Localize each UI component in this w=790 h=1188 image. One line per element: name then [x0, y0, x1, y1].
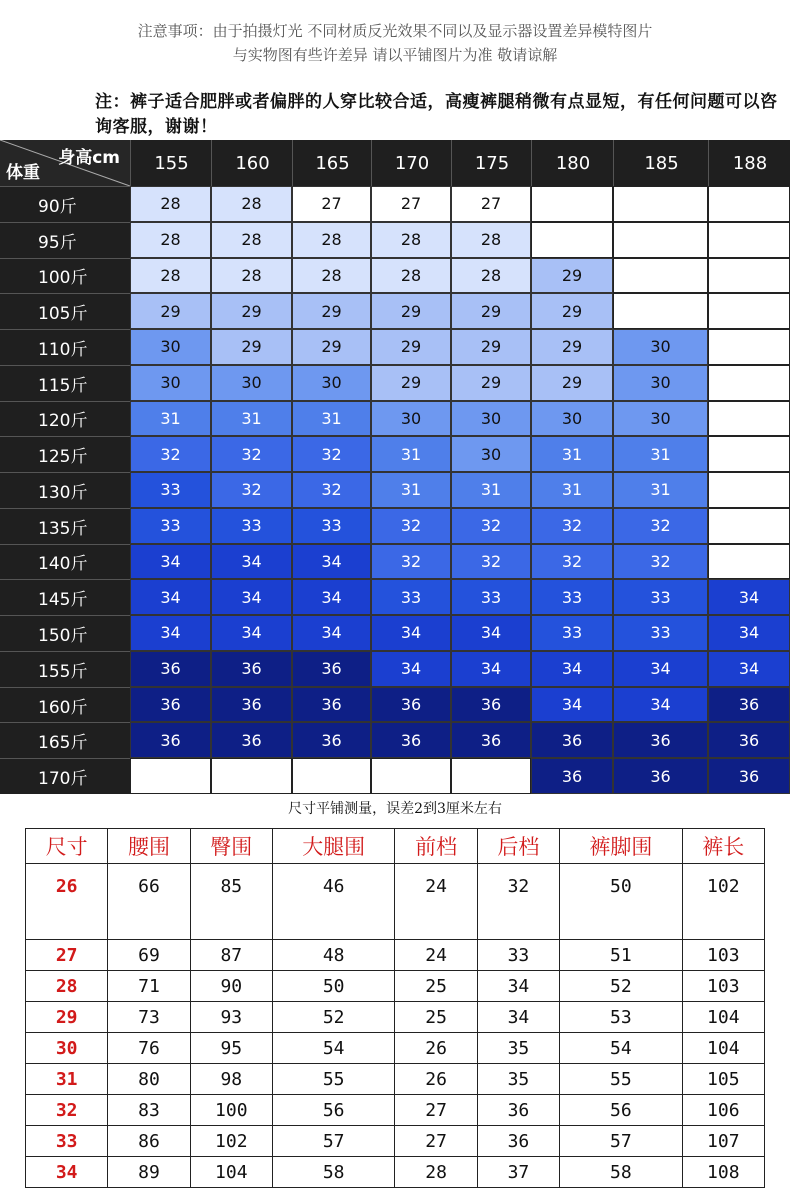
size-cell: [371, 758, 451, 794]
measure-value: 36: [477, 1095, 559, 1126]
measure-value: 89: [108, 1157, 190, 1188]
size-cell: 36: [211, 722, 292, 758]
size-cell: 29: [531, 329, 613, 365]
measure-row: [26, 1157, 765, 1188]
size-cell: 28: [371, 258, 451, 294]
size-cell: 36: [130, 651, 211, 687]
weight-label-95斤: 95斤: [0, 222, 130, 258]
size-cell: [708, 472, 790, 508]
size-value: 27: [26, 940, 108, 971]
size-cell: 32: [292, 472, 371, 508]
measure-row: [26, 864, 765, 940]
measure-value: 93: [190, 1002, 272, 1033]
size-value: 26: [26, 864, 108, 940]
size-cell: 27: [292, 186, 371, 222]
measure-value: 36: [477, 1126, 559, 1157]
measure-value: 52: [560, 971, 683, 1002]
measure-value: 90: [190, 971, 272, 1002]
size-cell: 31: [613, 472, 708, 508]
size-cell: 28: [130, 258, 211, 294]
size-cell: [451, 758, 531, 794]
size-cell: [613, 186, 708, 222]
measure-value: 102: [190, 1126, 272, 1157]
size-cell: 28: [292, 222, 371, 258]
size-cell: [613, 222, 708, 258]
size-cell: 29: [531, 293, 613, 329]
measure-header-cell: 腰围: [108, 829, 190, 864]
size-cell: 32: [451, 508, 531, 544]
size-cell: 36: [130, 687, 211, 723]
size-cell: 36: [292, 722, 371, 758]
weight-label-100斤: 100斤: [0, 258, 130, 294]
size-cell: 28: [130, 222, 211, 258]
height-header-188: 188: [708, 140, 790, 186]
size-cell: 33: [371, 579, 451, 615]
measure-value: 102: [682, 864, 764, 940]
size-cell: 31: [531, 472, 613, 508]
size-cell: [708, 186, 790, 222]
measure-value: 58: [272, 1157, 395, 1188]
measure-value: 105: [682, 1064, 764, 1095]
measure-value: 80: [108, 1064, 190, 1095]
size-cell: 34: [708, 615, 790, 651]
measure-value: 73: [108, 1002, 190, 1033]
measure-value: 24: [395, 864, 477, 940]
size-value: 34: [26, 1157, 108, 1188]
size-cell: 34: [613, 651, 708, 687]
size-cell: 36: [708, 687, 790, 723]
size-cell: 33: [531, 615, 613, 651]
size-cell: 34: [130, 579, 211, 615]
size-cell: [531, 222, 613, 258]
weight-label-150斤: 150斤: [0, 615, 130, 651]
height-header-185: 185: [613, 140, 709, 186]
size-cell: 34: [130, 544, 211, 580]
size-value: 31: [26, 1064, 108, 1095]
measure-row: [26, 1064, 765, 1095]
size-cell: 34: [531, 687, 613, 723]
measure-value: 54: [560, 1033, 683, 1064]
weight-label-125斤: 125斤: [0, 436, 130, 472]
measure-value: 87: [190, 940, 272, 971]
measurement-table: [25, 828, 765, 1188]
notice-line-2: 与实物图有些许差异 请以平铺图片为准 敬请谅解: [232, 46, 558, 64]
size-cell: [708, 329, 790, 365]
measure-value: 103: [682, 971, 764, 1002]
size-cell: 32: [292, 436, 371, 472]
measure-value: 37: [477, 1157, 559, 1188]
size-cell: 36: [708, 758, 790, 794]
measure-value: 48: [272, 940, 395, 971]
height-header-175: 175: [451, 140, 532, 186]
measure-value: 54: [272, 1033, 395, 1064]
size-cell: 36: [708, 722, 790, 758]
size-cell: 36: [211, 651, 292, 687]
measure-value: 25: [395, 971, 477, 1002]
measure-value: 106: [682, 1095, 764, 1126]
size-cell: 28: [371, 222, 451, 258]
weight-label-170斤: 170斤: [0, 758, 130, 794]
size-cell: 34: [451, 615, 531, 651]
size-cell: 33: [130, 472, 211, 508]
measure-value: 100: [190, 1095, 272, 1126]
size-cell: 34: [708, 579, 790, 615]
height-header-160: 160: [211, 140, 293, 186]
size-cell: 32: [130, 436, 211, 472]
measure-value: 55: [272, 1064, 395, 1095]
size-cell: 29: [451, 293, 531, 329]
size-cell: 36: [531, 722, 613, 758]
size-cell: 30: [292, 365, 371, 401]
weight-label-105斤: 105斤: [0, 293, 130, 329]
size-cell: [130, 758, 211, 794]
measure-value: 58: [560, 1157, 683, 1188]
measure-row: [26, 971, 765, 1002]
size-cell: 31: [130, 401, 211, 437]
size-cell: 36: [211, 687, 292, 723]
size-cell: 30: [451, 436, 531, 472]
measure-value: 34: [477, 1002, 559, 1033]
measure-value: 104: [190, 1157, 272, 1188]
measure-value: 51: [560, 940, 683, 971]
size-cell: [708, 293, 790, 329]
size-cell: 34: [211, 544, 292, 580]
size-value: 29: [26, 1002, 108, 1033]
size-cell: 36: [371, 722, 451, 758]
size-cell: 32: [613, 544, 708, 580]
weight-axis-label: 体重: [6, 163, 40, 183]
measure-value: 104: [682, 1002, 764, 1033]
weight-label-115斤: 115斤: [0, 365, 130, 401]
size-cell: 32: [211, 436, 292, 472]
size-cell: 33: [211, 508, 292, 544]
size-cell: 29: [371, 365, 451, 401]
size-value: 30: [26, 1033, 108, 1064]
size-cell: 31: [531, 436, 613, 472]
size-cell: 32: [211, 472, 292, 508]
measure-value: 26: [395, 1033, 477, 1064]
size-cell: 33: [292, 508, 371, 544]
size-cell: 30: [613, 365, 708, 401]
measure-value: 85: [190, 864, 272, 940]
size-cell: [613, 293, 708, 329]
size-cell: 30: [531, 401, 613, 437]
size-cell: 32: [371, 544, 451, 580]
size-cell: 34: [292, 579, 371, 615]
size-cell: 31: [211, 401, 292, 437]
size-cell: 31: [613, 436, 708, 472]
size-cell: [531, 186, 613, 222]
size-cell: 28: [211, 186, 292, 222]
measure-value: 66: [108, 864, 190, 940]
notice-line-1: 注意事项：由于拍摄灯光 不同材质反光效果不同以及显示器设置差异模特图片: [137, 22, 653, 40]
measure-value: 56: [560, 1095, 683, 1126]
size-cell: 29: [130, 293, 211, 329]
size-value: 32: [26, 1095, 108, 1126]
measure-value: 104: [682, 1033, 764, 1064]
measure-value: 57: [272, 1126, 395, 1157]
size-cell: 34: [130, 615, 211, 651]
size-cell: 34: [371, 651, 451, 687]
size-cell: 36: [451, 722, 531, 758]
size-cell: 33: [451, 579, 531, 615]
size-cell: 30: [130, 329, 211, 365]
size-cell: 34: [292, 544, 371, 580]
size-cell: 36: [451, 687, 531, 723]
measure-value: 26: [395, 1064, 477, 1095]
size-cell: 29: [292, 293, 371, 329]
measure-value: 56: [272, 1095, 395, 1126]
size-cell: 28: [292, 258, 371, 294]
weight-label-140斤: 140斤: [0, 544, 130, 580]
size-cell: [708, 508, 790, 544]
size-cell: 28: [211, 258, 292, 294]
measure-row: [26, 1002, 765, 1033]
size-cell: 31: [371, 436, 451, 472]
measure-header-cell: 臀围: [190, 829, 272, 864]
weight-label-145斤: 145斤: [0, 579, 130, 615]
size-cell: 29: [211, 329, 292, 365]
measure-value: 71: [108, 971, 190, 1002]
measure-value: 33: [477, 940, 559, 971]
measure-value: 53: [560, 1002, 683, 1033]
size-cell: 30: [613, 401, 708, 437]
size-cell: 33: [531, 579, 613, 615]
measure-value: 107: [682, 1126, 764, 1157]
size-cell: 30: [451, 401, 531, 437]
measure-header-cell: 裤脚围: [560, 829, 683, 864]
size-value: 28: [26, 971, 108, 1002]
weight-label-120斤: 120斤: [0, 401, 130, 437]
size-cell: 34: [451, 651, 531, 687]
height-axis-label: 身高cm: [58, 148, 120, 168]
size-value: 33: [26, 1126, 108, 1157]
size-cell: 34: [613, 687, 708, 723]
size-cell: 27: [371, 186, 451, 222]
measure-title: 尺寸平铺测量，误差2到3厘米左右: [288, 801, 502, 817]
size-cell: 32: [531, 508, 613, 544]
height-header-170: 170: [371, 140, 452, 186]
height-header-165: 165: [292, 140, 372, 186]
size-cell: [292, 758, 371, 794]
size-cell: [708, 544, 790, 580]
size-cell: 29: [371, 329, 451, 365]
size-cell: 29: [531, 365, 613, 401]
size-cell: [708, 401, 790, 437]
size-cell: 34: [371, 615, 451, 651]
size-cell: 32: [371, 508, 451, 544]
size-cell: 29: [371, 293, 451, 329]
measure-value: 76: [108, 1033, 190, 1064]
measure-value: 35: [477, 1064, 559, 1095]
size-cell: 30: [371, 401, 451, 437]
measure-header-cell: 后档: [477, 829, 559, 864]
notice-section: [0, 0, 790, 138]
measure-value: 27: [395, 1095, 477, 1126]
size-cell: 34: [211, 615, 292, 651]
size-cell: 34: [211, 579, 292, 615]
size-cell: 36: [292, 687, 371, 723]
size-cell: 27: [451, 186, 531, 222]
weight-label-90斤: 90斤: [0, 186, 130, 222]
size-cell: 28: [451, 222, 531, 258]
size-cell: 36: [292, 651, 371, 687]
size-cell: 36: [130, 722, 211, 758]
size-cell: [613, 258, 708, 294]
measure-header-row: [26, 829, 765, 864]
weight-label-155斤: 155斤: [0, 651, 130, 687]
size-cell: [708, 436, 790, 472]
measure-value: 95: [190, 1033, 272, 1064]
measure-row: [26, 940, 765, 971]
size-cell: 34: [531, 651, 613, 687]
notice-line-3: 注：裤子适合肥胖或者偏胖的人穿比较合适，高瘦裤腿稍微有点显短，有任何问题可以咨询客服，谢谢！: [95, 92, 778, 137]
weight-label-130斤: 130斤: [0, 472, 130, 508]
size-cell: 33: [130, 508, 211, 544]
size-cell: 29: [451, 365, 531, 401]
size-cell: 33: [613, 579, 708, 615]
measure-value: 103: [682, 940, 764, 971]
size-cell: 32: [613, 508, 708, 544]
size-cell: 28: [451, 258, 531, 294]
measure-value: 86: [108, 1126, 190, 1157]
size-cell: 31: [292, 401, 371, 437]
size-cell: 29: [531, 258, 613, 294]
size-cell: 29: [292, 329, 371, 365]
size-cell: 33: [613, 615, 708, 651]
measure-value: 34: [477, 971, 559, 1002]
measure-row: [26, 1095, 765, 1126]
size-cell: 31: [451, 472, 531, 508]
size-cell: 36: [371, 687, 451, 723]
measure-value: 98: [190, 1064, 272, 1095]
measure-value: 52: [272, 1002, 395, 1033]
size-cell: 36: [613, 758, 708, 794]
size-cell: 36: [613, 722, 708, 758]
measure-value: 32: [477, 864, 559, 940]
measure-value: 25: [395, 1002, 477, 1033]
weight-label-160斤: 160斤: [0, 687, 130, 723]
size-cell: 32: [451, 544, 531, 580]
measure-value: 24: [395, 940, 477, 971]
size-cell: 28: [211, 222, 292, 258]
weight-label-165斤: 165斤: [0, 722, 130, 758]
size-cell: 29: [211, 293, 292, 329]
size-cell: 34: [708, 651, 790, 687]
measure-row: [26, 1033, 765, 1064]
chart-corner-header: [0, 140, 130, 186]
size-cell: 30: [130, 365, 211, 401]
measure-header-cell: 裤长: [682, 829, 764, 864]
size-cell: 36: [531, 758, 613, 794]
measure-value: 35: [477, 1033, 559, 1064]
measure-row: [26, 1126, 765, 1157]
measure-value: 27: [395, 1126, 477, 1157]
height-header-180: 180: [531, 140, 614, 186]
size-cell: 30: [613, 329, 708, 365]
measure-header-cell: 尺寸: [26, 829, 108, 864]
measure-value: 28: [395, 1157, 477, 1188]
height-header-155: 155: [130, 140, 212, 186]
measure-value: 69: [108, 940, 190, 971]
size-cell: 31: [371, 472, 451, 508]
size-cell: 32: [531, 544, 613, 580]
size-cell: [708, 258, 790, 294]
measure-value: 50: [560, 864, 683, 940]
weight-label-135斤: 135斤: [0, 508, 130, 544]
size-cell: [708, 365, 790, 401]
size-cell: 34: [292, 615, 371, 651]
size-cell: 29: [451, 329, 531, 365]
measure-value: 83: [108, 1095, 190, 1126]
measure-value: 108: [682, 1157, 764, 1188]
measure-value: 50: [272, 971, 395, 1002]
size-cell: [211, 758, 292, 794]
measure-header-cell: 大腿围: [272, 829, 395, 864]
measure-value: 46: [272, 864, 395, 940]
size-cell: [708, 222, 790, 258]
measure-value: 55: [560, 1064, 683, 1095]
height-weight-size-chart: [0, 140, 790, 790]
measure-value: 57: [560, 1126, 683, 1157]
size-cell: 28: [130, 186, 211, 222]
measure-header-cell: 前档: [395, 829, 477, 864]
size-cell: 30: [211, 365, 292, 401]
weight-label-110斤: 110斤: [0, 329, 130, 365]
